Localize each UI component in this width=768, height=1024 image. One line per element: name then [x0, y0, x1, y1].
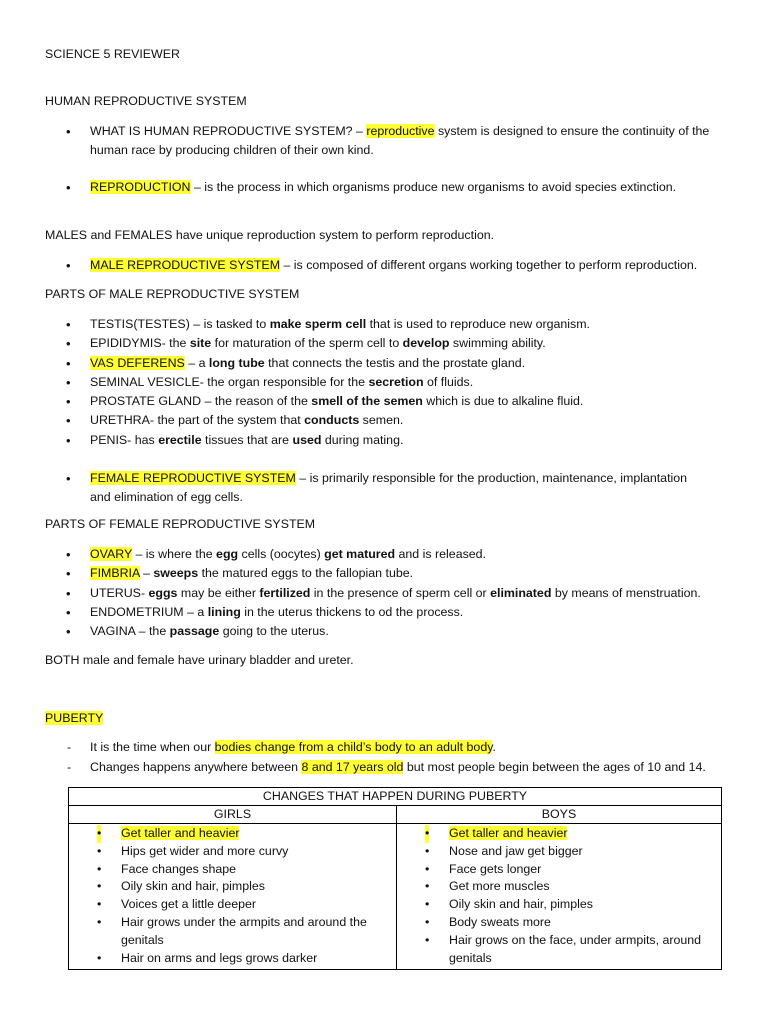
boys-column-header: BOYS [397, 806, 722, 824]
girls-list [69, 825, 396, 967]
list-item-text: Get taller and heavier [449, 826, 568, 840]
list-item: • OVARY – is where the egg cells (oocytes) get matured and is released. [0, 545, 710, 564]
list-item-text: Oily skin and hair, pimples [121, 879, 265, 894]
list-item [69, 861, 396, 879]
list-item-text: Voices get a little deeper [121, 897, 257, 912]
males-females-text: MALES and FEMALES have unique reproduction system to perform reproduction. [45, 228, 495, 242]
male-parts-heading: PARTS OF MALE REPRODUCTIVE SYSTEM [45, 287, 300, 301]
list-item-text: Hips get wider and more curvy [121, 843, 289, 858]
highlighted-term: FEMALE REPRODUCTIVE SYSTEM [90, 471, 296, 485]
highlighted-term: MALE REPRODUCTIVE SYSTEM [90, 258, 281, 272]
definition-text: – is primarily responsible for the production, maintenance, implantation and elimination of egg cells. [90, 471, 688, 505]
list-item [69, 878, 396, 896]
list-item-text: Nose and jaw get bigger [449, 843, 583, 858]
list-item-text: Get taller and heavier [121, 826, 240, 840]
list-item-text: Hair on arms and legs grows darker [121, 950, 318, 965]
list-item [69, 914, 396, 950]
list-item [0, 178, 710, 197]
list-item: • VAS DEFERENS – a long tube that connects the testis and the prostate gland. [0, 354, 710, 373]
list-item: • UTERUS- eggs may be either fertilized in the presence of sperm cell or eliminated by means of menstruation. [0, 584, 710, 603]
boys-cell [397, 824, 722, 970]
list-item: • EPIDIDYMIS- the site for maturation of the sperm cell to develop swimming ability. [0, 334, 710, 353]
girls-column-header: GIRLS [69, 806, 397, 824]
list-item: • TESTIS(TESTES) – is tasked to make sperm cell that is used to reproduce new organism. [0, 315, 710, 334]
male-system-list [0, 256, 710, 275]
list-item [397, 914, 721, 932]
list-item: • URETHRA- the part of the system that conducts semen. [0, 411, 710, 430]
female-system-list [0, 469, 710, 508]
list-item: • ENDOMETRIUM – a lining in the uterus thickens to od the process. [0, 603, 710, 622]
definition-text: – is composed of different organs working together to perform reproduction. [280, 258, 698, 272]
list-item [397, 932, 721, 968]
list-item-text: Hair grows on the face, under armpits, around genitals [449, 932, 702, 965]
list-item: • FIMBRIA – sweeps the matured eggs to the fallopian tube. [0, 564, 710, 583]
table-title: CHANGES THAT HAPPEN DURING PUBERTY [69, 788, 722, 806]
girls-cell [69, 824, 397, 970]
list-item-text: Oily skin and hair, pimples [449, 897, 593, 912]
list-item: • SEMINAL VESICLE- the organ responsible for the secretion of fluids. [0, 373, 710, 392]
list-item [397, 843, 721, 861]
highlighted-term: reproductive [366, 124, 435, 138]
list-item-text: Get more muscles [449, 879, 550, 894]
list-item-text: Face changes shape [121, 861, 237, 876]
list-item [69, 825, 396, 843]
list-item: • PROSTATE GLAND – the reason of the smell of the semen which is due to alkaline fluid. [0, 392, 710, 411]
boys-list [397, 825, 721, 967]
list-item: - It is the time when our bodies change from a child’s body to an adult body. [0, 738, 730, 758]
list-item [397, 896, 721, 914]
female-parts-heading: PARTS OF FEMALE REPRODUCTIVE SYSTEM [45, 517, 316, 531]
list-item: • VAGINA – the passage going to the uterus. [0, 622, 710, 641]
list-item: - Changes happens anywhere between 8 and 17 years old but most people begin between the ages of 10 and 14. [0, 758, 730, 778]
male-parts-list [0, 315, 710, 450]
puberty-changes-table [68, 787, 722, 970]
list-item-text: Face gets longer [449, 861, 542, 876]
list-item [397, 861, 721, 879]
list-item [0, 469, 710, 508]
both-text: BOTH male and female have urinary bladder and ureter. [45, 653, 354, 667]
list-item [397, 825, 721, 843]
question-prefix: WHAT IS HUMAN REPRODUCTIVE SYSTEM? – [90, 124, 367, 138]
list-item [0, 122, 710, 161]
reproduction-list [0, 178, 710, 197]
list-item-text: Hair grows under the armpits and around the genitals [121, 914, 367, 947]
puberty-list [0, 738, 730, 777]
list-item: • PENIS- has erectile tissues that are used during mating. [0, 431, 710, 450]
question-answer: system is designed to ensure the continuity of the human race by producing children of their own kind. [90, 124, 710, 158]
intro-list [0, 122, 710, 161]
list-item-text: Body sweats more [449, 914, 551, 929]
section-heading: HUMAN REPRODUCTIVE SYSTEM [45, 94, 247, 108]
puberty-heading: PUBERTY [45, 711, 104, 725]
definition-text: – is the process in which organisms produce new organisms to avoid species extinction. [190, 180, 677, 194]
list-item [0, 256, 710, 275]
list-item [69, 896, 396, 914]
list-item [397, 878, 721, 896]
female-parts-list [0, 545, 710, 641]
document-title: SCIENCE 5 REVIEWER [45, 47, 180, 61]
highlighted-term: REPRODUCTION [90, 180, 191, 194]
list-item [69, 843, 396, 861]
list-item [69, 950, 396, 968]
